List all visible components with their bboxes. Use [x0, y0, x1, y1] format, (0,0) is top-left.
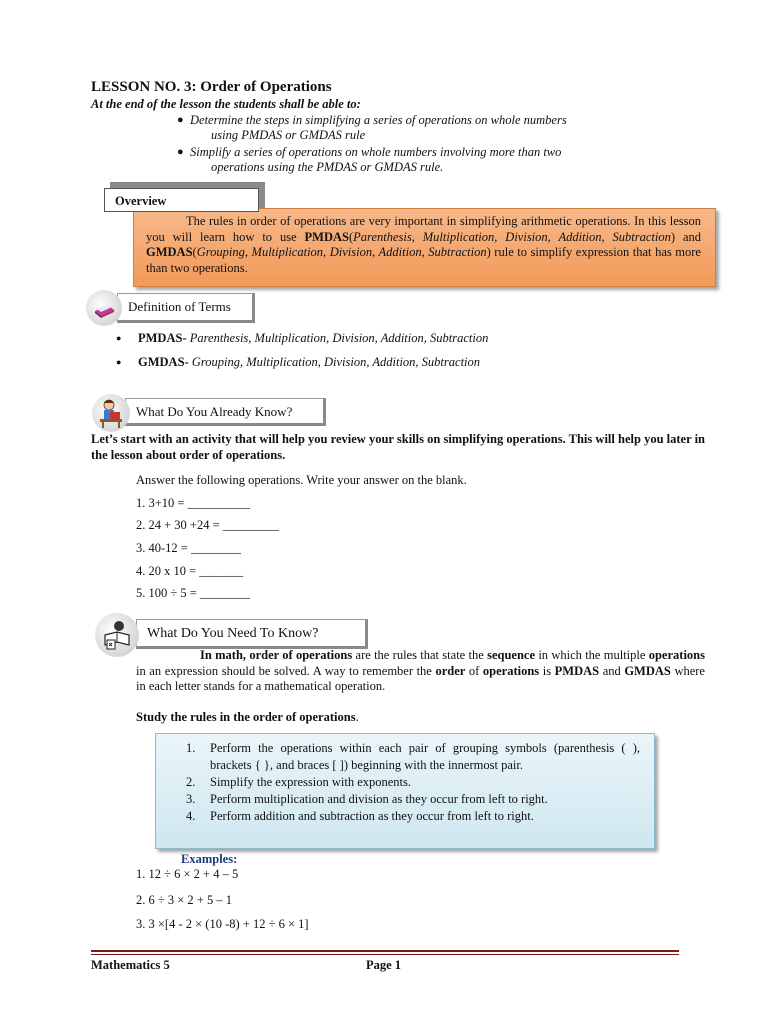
overview-label: Overview	[104, 188, 259, 212]
definitions-header: Definition of Terms	[117, 293, 255, 323]
rule-item: 1. Perform the operations within each pair of grouping symbols (parenthesis ( ), brackets { }, and braces [ ]) beginning with the innermost pair.	[186, 741, 640, 772]
footer-rule	[91, 954, 679, 955]
question-item: 5. 100 ÷ 5 = ________	[136, 586, 250, 600]
rule-item: 2. Simplify the expression with exponents.	[186, 775, 412, 789]
definition-item: ● GMDAS- Grouping, Multiplication, Division, Addition, Subtraction	[116, 355, 481, 369]
book-icon	[86, 290, 122, 326]
rules-box	[155, 733, 655, 849]
already-know-instruction: Answer the following operations. Write your answer on the blank.	[136, 473, 467, 487]
already-know-header: What Do You Already Know?	[125, 398, 326, 426]
examples-label: Examples:	[181, 852, 238, 866]
objective-item	[177, 145, 690, 175]
reading-icon	[95, 613, 139, 657]
need-to-know-header: What Do You Need To Know?	[136, 619, 368, 649]
need-to-know-paragraph: In math, order of operations are the rules that state the sequence in which the multiple operations in an expression should be solved. A way to remember the order of operations is PMDAS and GMDAS where in each letter stands for a mathematical operation.	[136, 648, 705, 693]
footer-page-number: Page 1	[366, 958, 402, 972]
student-desk-icon	[92, 394, 130, 432]
objective-line: operations using the PMDAS or GMDAS rule.	[211, 160, 444, 174]
bullet-icon: ●	[177, 146, 184, 158]
overview-panel	[133, 208, 716, 287]
footer-rule	[91, 950, 679, 952]
already-know-intro: Let’s start with an activity that will help you review your skills on simplifying operations. This will help you later in the lesson about order of operations.	[91, 432, 705, 462]
bullet-icon: ●	[116, 333, 122, 343]
example-item: 1. 12 ÷ 6 × 2 + 4 – 5	[136, 867, 239, 881]
bullet-icon: ●	[116, 357, 122, 367]
objective-line: Determine the steps in simplifying a series of operations on whole numbers	[190, 113, 567, 127]
question-item: 3. 40-12 = ________	[136, 541, 241, 555]
study-rules-heading: Study the rules in the order of operations.	[136, 710, 359, 724]
rule-item: 3. Perform multiplication and division as they occur from left to right.	[186, 792, 548, 806]
question-item: 2. 24 + 30 +24 = _________	[136, 518, 280, 532]
objective-line: Simplify a series of operations on whole numbers involving more than two	[190, 145, 562, 159]
definition-item: ● PMDAS- Parenthesis, Multiplication, Division, Addition, Subtraction	[116, 331, 489, 345]
question-item: 4. 20 x 10 = _______	[136, 564, 244, 578]
bullet-icon: ●	[177, 114, 184, 126]
rule-item: 4. Perform addition and subtraction as they occur from left to right.	[186, 809, 534, 823]
question-item: 1. 3+10 = __________	[136, 496, 251, 510]
lesson-title: LESSON NO. 3: Order of Operations	[91, 79, 332, 95]
example-item: 2. 6 ÷ 3 × 2 + 5 – 1	[136, 893, 232, 907]
objectives-intro: At the end of the lesson the students shall be able to:	[91, 97, 361, 111]
overview-text: The rules in order of operations are very important in simplifying arithmetic operations. In this lesson you will learn how to use PMDAS(Parenthesis, Multiplication, Division, Addition, Subtraction) and GMDAS(Grouping, Multiplication, Division, Addition, Subtraction) rule to simplify expression that has more than two operations.	[146, 214, 701, 275]
example-item: 3. 3 ×[4 - 2 × (10 -8) + 12 ÷ 6 × 1]	[136, 917, 309, 931]
objective-item	[177, 113, 690, 143]
objective-line: using PMDAS or GMDAS rule	[211, 128, 366, 142]
footer-subject: Mathematics 5	[91, 958, 170, 972]
